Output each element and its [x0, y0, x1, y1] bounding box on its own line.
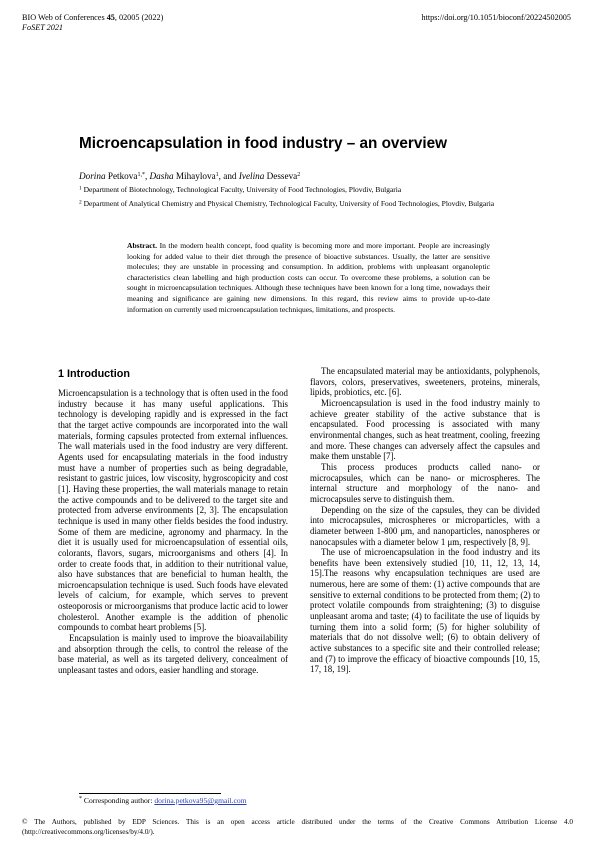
doi-link[interactable]: https://doi.org/10.1051/bioconf/20224502005 [421, 13, 571, 22]
footnote [79, 796, 247, 806]
abstract [127, 241, 490, 315]
author-2-first: Dasha [149, 171, 174, 181]
author-3-first: Ivelina [238, 171, 265, 181]
author-separator: , [144, 171, 150, 181]
author-3-last: Desseva [264, 171, 298, 181]
affiliation-1-text: Department of Biotechnology, Technological Faculty, University of Food Technologies, Plovdiv, Bulgaria [81, 185, 402, 194]
author-3-sup: 2 [297, 172, 301, 178]
affiliation-1-num: 1 [79, 185, 82, 192]
paragraph: Encapsulation is mainly used to improve the bioavailability and absorption through the cells, to control the release of the base material, as well as its targeted delivery, concealment of unpleasant tastes and odors, easier handling and storage. [58, 633, 288, 676]
section-heading: 1 Introduction [58, 368, 130, 380]
article-number: , 02005 (2022) [114, 13, 164, 22]
running-header-left [22, 13, 163, 33]
paragraph: The use of microencapsulation in the food industry and its benefits have been extensively studied [10, 11, 12, 13, 14, 15].The reasons why encapsulation techniques are used are numerous, here are some of them: (1) active compounds that are sensitive to external conditions to be protected from them; (2) to protect volatile compounds from straightening; (3) to disguise unpleasant aroma and taste; (4) to facilitate the use of liquids by turning them into a solid form; (5) for higher solubility of materials that do not dissolve well; (6) to obtain delivery of active substances to a specific site and their controlled release; and (7) to improve the efficacy of bioactive compounds [10, 15, 17, 18, 19]. [310, 547, 540, 675]
paragraph: This process produces products called nano- or microcapsules, which can be nano- or microspheres. The internal structure and morphology of the nano- and microcapsules serve to distinguish them. [310, 461, 540, 504]
right-column [310, 366, 540, 675]
author-separator: , and [218, 171, 239, 181]
affiliation-2-text: Department of Analytical Chemistry and Physical Chemistry, Technological Faculty, University of Food Technologies, Plovdiv, Bulgaria [81, 199, 495, 208]
author-1-first: Dorina [79, 171, 106, 181]
paragraph: Microencapsulation is used in the food industry mainly to achieve greater stability of the active substance that is encapsulated. Food processing is associated with many environmental changes, such as heat treatment, cooling, freezing and more. These changes can adversely affect the capsules and make them unstable [7]. [310, 397, 540, 462]
footnote-mark: * [79, 796, 82, 802]
footnote-rule [79, 793, 221, 794]
author-2-last: Mihaylova [173, 171, 216, 181]
left-column [58, 388, 288, 676]
paper-title: Microencapsulation in food industry – an overview [79, 135, 448, 152]
paragraph: Depending on the size of the capsules, they can be divided into microcapsules, microspheres or microparticles, with a diameter between 1-800 μm, and nanoparticles, nanospheres or nanocapsules with a diameter below 1 μm, respectively [8, 9]. [310, 504, 540, 547]
affiliation-1 [79, 185, 559, 196]
paragraph: Microencapsulation is a technology that is often used in the food industry because it has many useful applications. This technology is developing rapidly and is expressed in the fact that the target active compounds are incorporated into the wall materials, forming capsules protected from external influences. The wall materials used in the food industry are very different. Agents used for encapsulating materials in the food industry must have a number of properties such as being degradable, resistant to gastric juices, low viscosity, hygroscopicity and cost [1]. Having these properties, the wall materials manage to retain the active compounds and to be delivered to the target site and protected from adverse environments [2, 3]. The encapsulation technique is used in many other fields besides the food industry. Some of them are medicine, agronomy and pharmacy. In the diet it is usually used for microencapsulation of essential oils, colorants, flavors, sugars, microorganisms and others [4]. In order to create foods that, in addition to their nutritional value, also have substances that are beneficial to human health, the microencapsulation technique is used. Such foods have elevated levels of calcium, for example, which serves to prevent osteoporosis or microorganisms that produce lactic acid to lower cholesterol. Another example is the addition of phenolic compounds to combat heart problems [5]. [58, 388, 288, 633]
abstract-text: In the modern health concept, food quality is becoming more and more important. People are increasingly looking for added value to their diet through the presence of bioactive substances. Usually, the latter are sensitive molecules; they are unstable in processing and consumption. In addition, problems with unpleasant organoleptic characteristics clean labelling and high production costs can occur. To overcome these problems, a solution can be sought in microencapsulation techniques. Although these techniques have been known for a long time, nowadays their meaning and significance are gaining new dimensions. In this regard, this review aims to provide up-to-date information on currently used microencapsulation techniques, limitations, and prospects. [127, 241, 490, 314]
paragraph: The encapsulated material may be antioxidants, polyphenols, flavors, colors, preservatives, sweeteners, proteins, minerals, lipids, probiotics, etc. [6]. [310, 366, 540, 398]
author-1-sup: 1,* [137, 172, 145, 178]
license-notice: © The Authors, published by EDP Sciences. This is an open access article distributed under the terms of the Creative Commons Attribution License 4.0 (http://creativecommons.org/licenses/by/4.0/). [22, 818, 573, 836]
affiliation-2 [79, 199, 559, 210]
affiliation-2-num: 2 [79, 199, 82, 206]
author-list [79, 170, 300, 182]
abstract-label: Abstract. [127, 241, 157, 250]
email-link[interactable]: dorina.petkova95@gmail.com [154, 796, 247, 805]
author-1-last: Petkova [105, 171, 138, 181]
footnote-label: Corresponding author: [82, 796, 155, 805]
conference-name: FoSET 2021 [22, 23, 64, 32]
author-2-sup: 1 [215, 172, 219, 178]
journal-name: BIO Web of Conferences [22, 13, 107, 22]
journal-volume: 45 [106, 13, 115, 22]
